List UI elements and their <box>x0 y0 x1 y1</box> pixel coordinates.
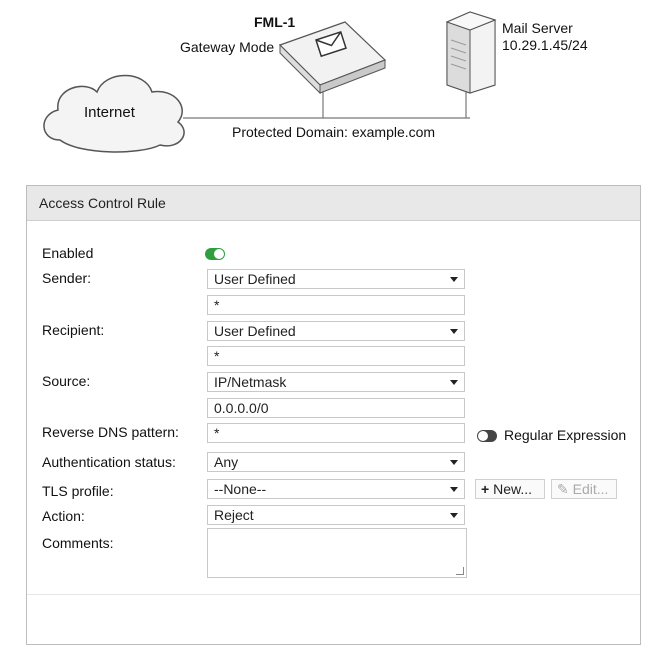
chevron-down-icon <box>450 460 458 465</box>
auth-status-value: Any <box>214 454 239 470</box>
sender-type-value: User Defined <box>214 271 296 287</box>
recipient-label: Recipient: <box>42 322 105 338</box>
source-type-select[interactable] <box>207 372 465 392</box>
auth-status-select[interactable] <box>207 452 465 472</box>
panel-footer-divider <box>27 594 640 595</box>
recipient-type-value: User Defined <box>214 323 296 339</box>
chevron-down-icon <box>450 277 458 282</box>
chevron-down-icon <box>450 513 458 518</box>
enabled-toggle[interactable] <box>205 248 225 260</box>
fml-mode: Gateway Mode <box>180 39 275 55</box>
new-button-label: New... <box>493 481 532 497</box>
comments-label: Comments: <box>42 535 114 551</box>
mail-server-icon <box>447 12 495 93</box>
source-label: Source: <box>42 373 91 389</box>
reverse-dns-input[interactable]: * <box>207 423 465 443</box>
auth-label: Authentication status: <box>42 454 176 470</box>
recipient-pattern-input[interactable]: * <box>207 346 465 366</box>
chevron-down-icon <box>450 487 458 492</box>
regex-label: Regular Expression <box>504 427 627 443</box>
mail-server-name: Mail Server <box>502 20 573 36</box>
source-value-input[interactable]: 0.0.0.0/0 <box>207 398 465 418</box>
edit-tls-profile-button[interactable] <box>551 479 617 499</box>
action-label: Action: <box>42 508 85 524</box>
reverse-dns-label: Reverse DNS pattern: <box>42 424 179 440</box>
action-select[interactable] <box>207 505 465 525</box>
new-tls-profile-button[interactable] <box>475 479 545 499</box>
comments-textarea[interactable] <box>207 528 467 578</box>
protected-domain: Protected Domain: example.com <box>232 124 436 140</box>
edit-icon: ✎ <box>557 481 569 497</box>
regex-toggle[interactable] <box>477 430 497 442</box>
action-value: Reject <box>214 507 254 523</box>
edit-button-label: Edit... <box>572 481 609 497</box>
internet-label: Internet <box>84 104 135 121</box>
plus-icon: + <box>481 481 490 497</box>
sender-pattern-input[interactable]: * <box>207 295 465 315</box>
mail-server-ip: 10.29.1.45/24 <box>502 37 588 53</box>
tls-profile-select[interactable] <box>207 479 465 499</box>
recipient-type-select[interactable] <box>207 321 465 341</box>
tls-profile-value: --None-- <box>214 481 267 497</box>
enabled-label: Enabled <box>42 245 94 261</box>
access-control-rule-panel <box>26 185 641 645</box>
tls-label: TLS profile: <box>42 483 114 499</box>
sender-label: Sender: <box>42 270 92 286</box>
sender-type-select[interactable] <box>207 269 465 289</box>
chevron-down-icon <box>450 380 458 385</box>
resize-handle-icon[interactable] <box>456 567 464 575</box>
network-diagram <box>0 0 665 175</box>
fml-name: FML-1 <box>254 14 296 30</box>
panel-title: Access Control Rule <box>27 186 640 221</box>
chevron-down-icon <box>450 329 458 334</box>
fml-appliance-icon <box>280 0 385 93</box>
source-type-value: IP/Netmask <box>214 374 287 390</box>
